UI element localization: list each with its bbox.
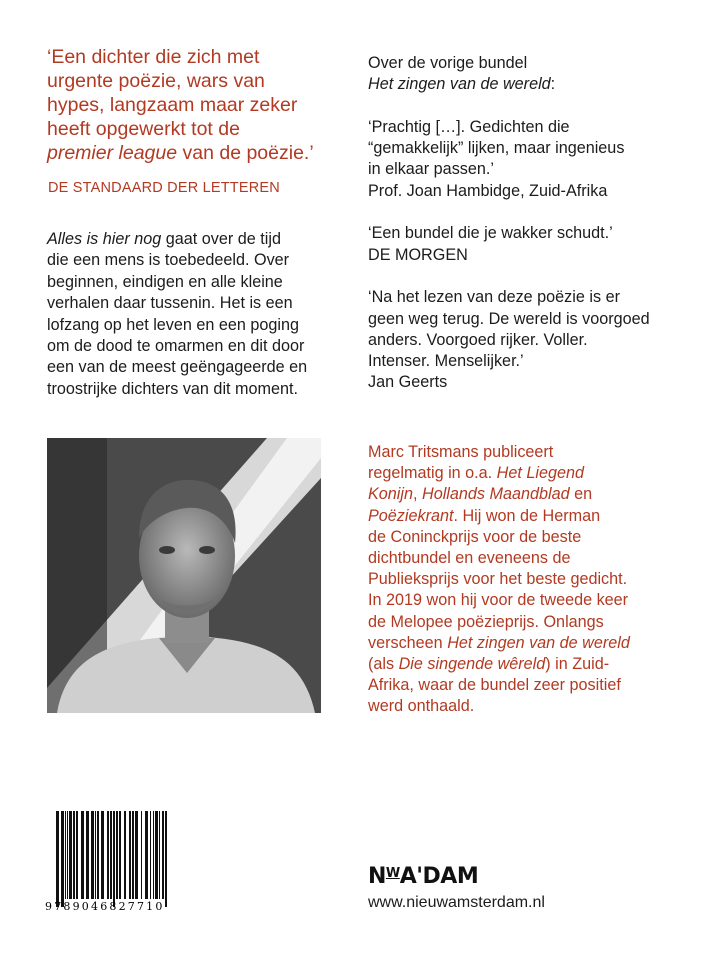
text-line: [368, 442, 630, 463]
barcode-bar: [141, 811, 142, 899]
barcode-bar: [67, 811, 68, 899]
barcode-bar: [101, 811, 104, 899]
italic-text: Alles is hier nog: [47, 230, 162, 248]
text-segment: om de dood te omarmen en dit door: [47, 337, 305, 356]
text-line: [47, 357, 307, 378]
text-segment: verhalen daar tussenin. Het is een: [47, 294, 293, 313]
text-segment: ,: [413, 485, 422, 504]
text-line: [368, 351, 650, 372]
text-segment: ‘Na het lezen van deze poëzie is er: [368, 288, 620, 307]
text-line: [47, 272, 307, 293]
text-segment: Afrika, waar de bundel zeer positief: [368, 676, 621, 695]
italic-text: Het zingen van de wereld: [447, 633, 630, 652]
text-segment: en: [569, 485, 593, 504]
text-segment: ‘Prachtig […]. Gedichten die: [368, 117, 570, 136]
book-description: [47, 229, 307, 400]
barcode-bar: [153, 811, 154, 899]
text-line: [368, 612, 630, 633]
text-line: [47, 69, 314, 93]
pull-quote: [47, 45, 314, 165]
text-segment: . Hij won de Herman: [453, 506, 601, 525]
barcode-bar: [73, 811, 75, 899]
text-line: [368, 463, 630, 484]
text-line: [368, 506, 630, 527]
text-segment: dichtbundel en eveneens de: [368, 549, 571, 568]
text-line: [368, 569, 630, 590]
text-segment: regelmatig in o.a.: [368, 464, 497, 483]
text-segment: geen weg terug. De wereld is voorgoed: [368, 309, 650, 328]
barcode-bar: [155, 811, 158, 899]
italic-text: Die singende wêreld: [398, 655, 546, 674]
text-line: [47, 250, 307, 271]
barcode-bar: [107, 811, 109, 899]
barcode-bar: [132, 811, 134, 899]
text-segment: anders. Voorgoed rijker. Voller.: [368, 330, 588, 349]
author-bio: [368, 442, 630, 718]
text-segment: heeft opgewerkt tot de: [47, 118, 240, 140]
text-segment: verscheen: [368, 633, 448, 652]
text-line: [47, 315, 307, 336]
text-segment: urgente poëzie, wars van: [47, 70, 265, 92]
publisher-logo: $N^WA'DAM$: [368, 864, 479, 889]
text-segment: ) in Zuid-: [545, 655, 610, 674]
barcode-bar: [159, 811, 160, 899]
text-segment: Prof. Joan Hambidge, Zuid-Afrika: [368, 181, 608, 200]
text-line: [368, 223, 650, 244]
text-line: [368, 159, 650, 180]
barcode-bar: [116, 811, 118, 899]
barcode-bar: [97, 811, 99, 899]
quote-source: DE STANDAARD DER LETTEREN: [48, 180, 280, 196]
barcode-bar: [81, 811, 84, 899]
text-line: [47, 141, 314, 165]
text-line: [368, 590, 630, 611]
text-segment: Intenser. Menselijker.’: [368, 352, 524, 371]
text-line: [368, 96, 650, 117]
barcode-bar: [61, 811, 64, 907]
barcode-bar: [110, 811, 112, 899]
text-line: [47, 293, 307, 314]
text-line: [368, 330, 650, 351]
text-line: [368, 287, 650, 308]
text-segment: DE MORGEN: [368, 245, 468, 264]
text-line: [368, 74, 650, 95]
text-segment: Publieksprijs voor het beste gedicht.: [368, 570, 628, 589]
barcode-bar: [69, 811, 72, 899]
text-line: [368, 654, 630, 675]
barcode-bar: [95, 811, 96, 899]
text-segment: de Melopee poëzieprijs. Onlangs: [368, 612, 604, 631]
text-segment: ‘Een bundel die je wakker schudt.’: [368, 224, 613, 243]
barcode-bar: [113, 811, 115, 907]
text-segment: troostrijke dichters van dit moment.: [47, 379, 299, 398]
text-line: [47, 229, 307, 250]
barcode-bar: [56, 811, 59, 907]
text-line: [368, 484, 630, 505]
reviews: [368, 53, 650, 394]
barcode-bar: [124, 811, 126, 899]
text-segment: :: [550, 75, 556, 94]
barcode-bar: [135, 811, 138, 899]
barcode-bar: [119, 811, 121, 899]
text-line: [47, 336, 307, 357]
text-segment: die een mens is toebedeeld. Over: [47, 251, 290, 270]
barcode-bar: [76, 811, 78, 899]
text-line: [47, 379, 307, 400]
text-segment: in elkaar passen.’: [368, 160, 494, 179]
barcode-bar: [86, 811, 89, 899]
text-segment: beginnen, eindigen en alle kleine: [47, 272, 283, 291]
text-line: [368, 527, 630, 548]
author-photo: [47, 438, 321, 713]
text-line: [368, 309, 650, 330]
text-line: [368, 372, 650, 393]
text-segment: ‘Een dichter die zich met: [47, 46, 260, 68]
barcode-bar: [65, 811, 66, 899]
isbn-barcode: [42, 811, 172, 916]
text-segment: Jan Geerts: [368, 373, 448, 392]
text-line: [47, 93, 314, 117]
text-segment: van de poëzie.’: [177, 142, 314, 164]
text-segment: hypes, langzaam maar zeker: [47, 94, 298, 116]
italic-text: Poëziekrant: [368, 506, 454, 525]
text-line: [368, 548, 630, 569]
text-segment: “gemakkelijk” lijken, maar ingenieus: [368, 139, 625, 158]
text-segment: een van de meest geëngageerde en: [47, 358, 308, 377]
text-segment: (als: [368, 655, 399, 674]
barcode-bar: [129, 811, 131, 899]
italic-text: Het zingen van de wereld: [368, 75, 551, 94]
barcode-bar: [91, 811, 94, 899]
text-line: [368, 245, 650, 266]
italic-text: Het Liegend: [496, 464, 584, 483]
text-line: [368, 181, 650, 202]
text-line: [368, 633, 630, 654]
italic-text: Hollands Maandblad: [422, 485, 570, 504]
italic-text: Konijn: [368, 485, 413, 504]
text-line: [368, 266, 650, 287]
publisher-url[interactable]: www.nieuwamsterdam.nl: [368, 894, 545, 911]
text-segment: werd onthaald.: [368, 697, 475, 716]
text-line: [368, 675, 630, 696]
italic-text: premier league: [47, 142, 178, 164]
text-segment: de Coninckprijs voor de beste: [368, 527, 582, 546]
text-line: [368, 117, 650, 138]
text-line: [368, 696, 630, 717]
barcode-bar: [150, 811, 151, 899]
barcode-bar: [165, 811, 167, 907]
barcode-bar: [145, 811, 148, 899]
text-line: [368, 202, 650, 223]
text-segment: Marc Tritsmans publiceert: [368, 443, 554, 461]
text-segment: Over de vorige bundel: [368, 54, 528, 72]
text-segment: gaat over de tijd: [161, 230, 281, 248]
text-line: [368, 138, 650, 159]
text-segment: lofzang op het leven en een poging: [47, 315, 300, 334]
isbn-digits: 9789046827710: [45, 900, 165, 911]
barcode-bar: [162, 811, 164, 899]
text-line: [368, 53, 650, 74]
text-line: [47, 117, 314, 141]
text-segment: In 2019 won hij voor de tweede keer: [368, 591, 629, 610]
text-line: [47, 45, 314, 69]
